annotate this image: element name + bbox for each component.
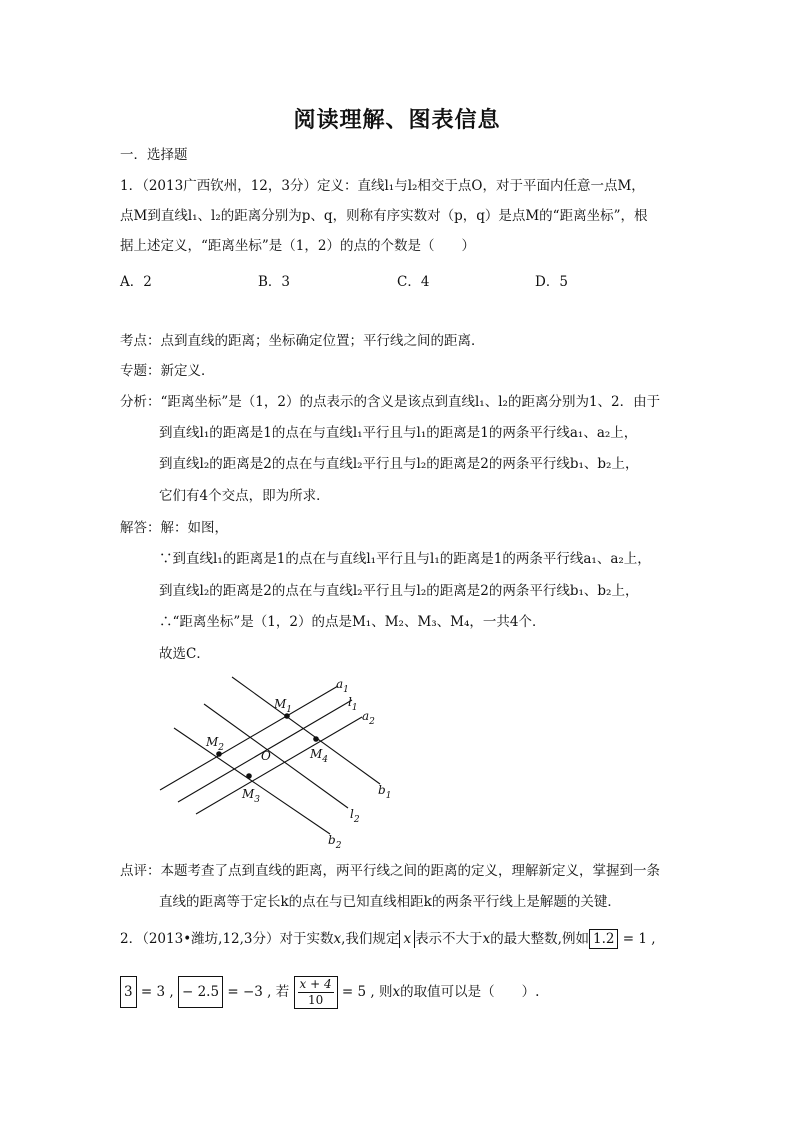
q2-fraction-bracket [294, 976, 338, 1009]
line-b1 [232, 677, 380, 784]
fenxi-line-2: 到直线l₁的距离是1的点在与直线l₁平行且与l₁的距离是1的两条平行线a₁、a₂上， [159, 425, 638, 441]
q1-line-3: 据上述定义，“距离坐标”是（1，2）的点的个数是（ ） [120, 238, 475, 254]
q2-example-1: 1.2 [589, 929, 618, 949]
q2-var-3: x [392, 984, 401, 1000]
q2-prefix: 2．（2013•潍坊,12,3分）对于实数 [120, 931, 334, 947]
zhuanti-text: 专题：新定义． [120, 363, 215, 379]
q1-line-2: 点M到直线l₁、l₂的距离分别为p、q，则称有序实数对（p，q）是点M的“距离坐标”，根 [120, 208, 648, 224]
q2-fraction: $\frac{x + 4}{10}$ [299, 977, 332, 1007]
jieda-line-2: ∵到直线l₁的距离是1的点在与直线l₁平行且与l₁的距离是1的两条平行线a₁、a₂上， [159, 551, 651, 567]
q2-bracket-x: x [399, 930, 415, 948]
fenxi-line-4: 它们有4个交点，即为所求． [159, 488, 330, 504]
q1-option-d: D．5 [535, 274, 568, 290]
q1-option-c: C．4 [397, 274, 430, 290]
label-O: O [261, 749, 271, 763]
q1-option-b: B．3 [258, 274, 291, 290]
dianping-line-2: 直线的距离等于定长k的点在与已知直线相距k的两条平行线上是解题的关键． [159, 894, 621, 910]
label-b2: $b_2$ [328, 833, 342, 851]
point-M3 [246, 773, 252, 779]
label-a1: $a_1$ [336, 677, 349, 695]
q2-fraction-result: = 5 , 则 [341, 984, 393, 1000]
label-b1: $b_1$ [378, 783, 392, 801]
label-M1: $M_1$ [274, 697, 293, 715]
q2-line-1 [120, 929, 656, 949]
jieda-line-5: 故选C． [159, 646, 210, 662]
q1-line-1: 1．（2013广西钦州，12，3分）定义：直线l₁与l₂相交于点O，对于平面内任意一点M， [120, 178, 645, 194]
section-heading: 一．选择题 [120, 147, 188, 163]
fenxi-line-3: 到直线l₂的距离是2的点在与直线l₂平行且与l₂的距离是2的两条平行线b₁、b₂上， [159, 456, 639, 472]
dianping-line-1: 点评：本题考查了点到直线的距离，两平行线之间的距离的定义，理解新定义，掌握到一条 [120, 863, 660, 879]
q2-tail: 的取值可以是（ ）. [400, 984, 540, 1000]
point-M4 [313, 736, 319, 742]
label-a2: $a_2$ [362, 709, 375, 727]
label-M2: $M_2$ [206, 735, 225, 753]
q2-example-3: − 2.5 [178, 976, 223, 1008]
kaodian-text: 考点：点到直线的距离；坐标确定位置；平行线之间的距离． [120, 333, 485, 349]
q2-var-2: x [482, 931, 491, 947]
label-M3: $M_3$ [242, 787, 261, 805]
q2-mid-3: 的最大整数,例如 [490, 931, 589, 947]
page-title: 阅读理解、图表信息 [293, 107, 501, 133]
jieda-line-3: 到直线l₂的距离是2的点在与直线l₂平行且与l₂的距离是2的两条平行线b₁、b₂上， [159, 583, 639, 599]
parallel-lines-figure [150, 672, 410, 852]
q2-var-1: x [333, 931, 342, 947]
q1-option-a: A．2 [120, 274, 152, 290]
q2-example-2: 3 [120, 976, 137, 1008]
line-b2 [174, 728, 330, 834]
q2-mid-1: ,我们规定 [341, 931, 400, 947]
fenxi-line-1: 分析：“距离坐标”是（1，2）的点表示的含义是该点到直线l₁、l₂的距离分别为1、2．由于 [120, 394, 661, 410]
jieda-line-1: 解答：解：如图， [120, 520, 228, 536]
q2-line-2 [120, 976, 539, 1009]
label-l2: $l_2$ [350, 807, 360, 825]
q2-example-2-result: = 3 , [140, 984, 174, 1000]
q2-example-3-result: = −3 , 若 [227, 984, 290, 1000]
label-l1: $l_1$ [348, 695, 358, 713]
q2-example-1-result: = 1 , [622, 931, 656, 947]
jieda-line-4: ∴“距离坐标”是（1，2）的点是M₁、M₂、M₃、M₄，一共4个． [159, 614, 546, 630]
q2-mid-2: 表示不大于 [415, 931, 483, 947]
label-M4: $M_4$ [310, 747, 329, 765]
